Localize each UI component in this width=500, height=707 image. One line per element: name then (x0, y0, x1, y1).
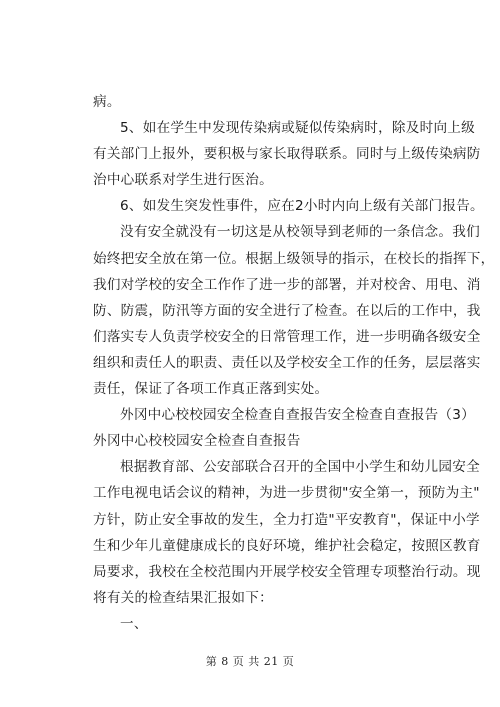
text-line: 组织和责任人的职责、责任以及学校安全工作的任务，层层落实 (93, 354, 481, 371)
text-line: 没有安全就没有一切这是从校领导到老师的一条信念。我们 (120, 224, 480, 241)
text-line: 根据教育部、公安部联合召开的全国中小学生和幼儿园安全 (120, 459, 480, 476)
document-body (93, 89, 495, 637)
text-line: 始终把安全放在第一位。根据上级领导的指示，在校长的指挥下， (93, 250, 495, 267)
text-line: 将有关的检查结果汇报如下： (93, 589, 273, 606)
text-line: 们落实专人负责学校安全的日常管理工作，进一步明确各级安全 (93, 328, 481, 345)
text-line: 5、如在学生中发现传染病或疑似传染病时，除及时向上级 (120, 120, 475, 137)
text-line: 我们对学校的安全工作作了进一步的部署，并对校舍、用电、消 (93, 276, 481, 293)
section-heading: 外冈中心校校园安全检查自查报告安全检查自查报告（3） (120, 407, 475, 424)
text-line: 生和少年儿童健康成长的良好环境，维护社会稳定，按照区教育 (93, 537, 481, 554)
section-subheading: 外冈中心校校园安全检查自查报告 (93, 433, 301, 450)
text-line: 6、如发生突发性事件，应在2小时内向上级有关部门报告。 (120, 198, 484, 215)
text-line: 工作电视电话会议的精神，为进一步贯彻"安全第一，预防为主" (93, 485, 480, 502)
text-line: 防、防震，防汛等方面的安全进行了检查。在以后的工作中，我 (93, 302, 481, 319)
text-line: 有关部门上报外，要积极与家长取得联系。同时与上级传染病防 (93, 146, 481, 163)
text-line: 病。 (93, 94, 121, 110)
text-line: 责任，保证了各项工作真正落到实处。 (93, 381, 329, 398)
page-footer: 第 8 页 共 21 页 (205, 655, 295, 668)
text-line: 治中心联系对学生进行医治。 (93, 172, 273, 189)
text-line: 方针，防止安全事故的发生，全力打造"平安教育"，保证中小学 (93, 511, 480, 528)
list-number: 一、 (120, 615, 148, 632)
text-line: 局要求，我校在全校范围内开展学校安全管理专项整治行动。现 (93, 563, 481, 580)
